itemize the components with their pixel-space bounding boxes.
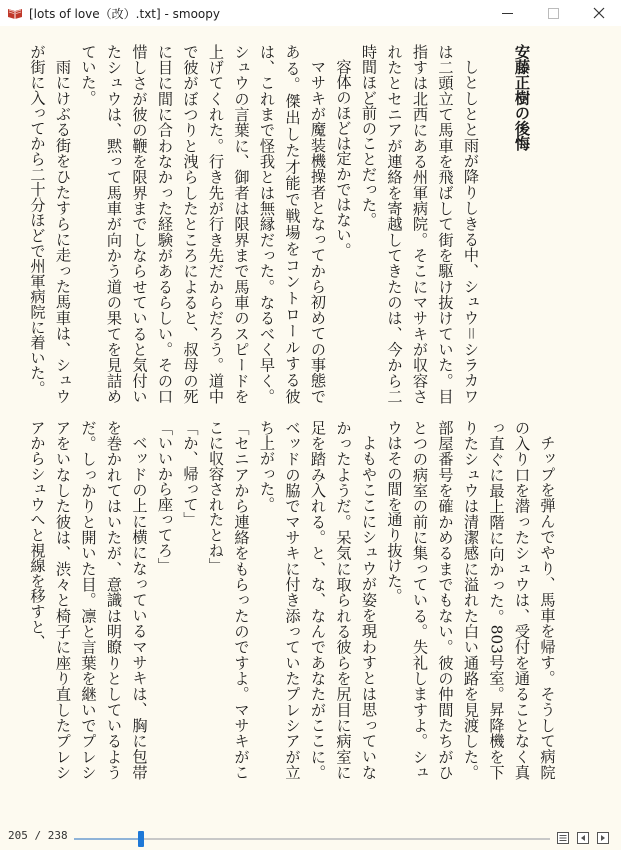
page-slider[interactable] xyxy=(74,838,550,840)
menu-button[interactable] xyxy=(556,831,570,845)
maximize-icon xyxy=(548,8,559,19)
prev-page-button[interactable] xyxy=(576,831,590,845)
next-page-icon xyxy=(597,832,609,844)
paragraph: しとしとと雨が降りしきる中、シュウ＝シラカワは二頭立て馬車を飛ばして街を駆け抜けていた。目指すは北西にある州軍病院。そこにマサキが収容されたとセニアが連絡を寄越してきたのは、今から二時間ほど前のことだった。 xyxy=(360,44,480,404)
page-counter: 205 / 238 xyxy=(8,829,68,842)
window-title: [lots of love（改）.txt] - smoopy xyxy=(29,6,220,21)
dialogue-line: 「か、帰って」 xyxy=(181,420,200,528)
next-page-button[interactable] xyxy=(596,831,610,845)
dialogue-line: 「いいから座ってろ」 xyxy=(156,420,174,573)
paragraph: チップを弾んでやり、馬車を帰す。そうして病院の入り口を潜ったシュウは、受付を通ることなく真っ直ぐに最上階に向かった。803号室。昇降機を下りたシュウは清潔感に溢れた白い通路を見渡した。部屋番号を確かめるまでもない。彼の仲間たちがひとつの病室の前に集っている。失礼しますよ。シュウはその間を通り抜けた。 xyxy=(385,420,557,780)
dialogue-line: 「セニアから連絡をもらったのですよ。マサキがここに収容されたとね」 xyxy=(207,420,251,780)
minimize-icon xyxy=(502,8,513,19)
book-icon xyxy=(7,7,23,19)
paragraph: よもやここにシュウが姿を現わすとは思っていなかったようだ。呆気に取られる彼らを尻目に病室に足を踏み入れる。と、な、なんであなたがここに。ベッドの脇でマサキに付き添っていたプレシアが立ち上がった。 xyxy=(258,420,378,780)
paragraph: ベッドの上に横になっているマサキは、胸に包帯を巻かれてはいたが、意識は明瞭りとしているようだ。しっかりと開いた目。凛と言葉を継いでプレシアをいなした彼は、渋々と椅子に座り直したプレシアからシュウへと視線を移すと、 xyxy=(28,420,149,780)
status-bar xyxy=(0,820,621,850)
page-lower-half xyxy=(24,420,599,780)
chapter-heading: 安藤正樹の後悔 xyxy=(513,44,531,152)
lower-text-block xyxy=(24,420,560,780)
paragraph: 雨にけぶる街をひたすらに走った馬車は、シュウが街に入ってから二十分ほどで州軍病院に着いた。 xyxy=(28,44,72,404)
menu-icon xyxy=(557,832,569,844)
slider-progress xyxy=(74,838,141,840)
close-button[interactable] xyxy=(576,0,621,26)
prev-page-icon xyxy=(577,832,589,844)
paragraph: 容体のほどは定かではない。 xyxy=(334,59,353,259)
reader-view[interactable] xyxy=(0,26,621,820)
close-icon xyxy=(593,7,605,19)
paragraph: マサキが魔装機操者となってから初めての事態である。傑出した才能で戦場をコントロールする彼は、これまで怪我とは無縁だった。なるべく早く。シュウの言葉に、御者は限界まで馬車のスピードを上げてくれた。行き先が行き先だからだろう。道中で彼がぼつりと洩らしたところによると、叔母の死に目に間に合わなかった経験があるらしい。その口惜しさが彼の鞭を限界までしならせていると気付いたシュウは、黙って馬車が向かう道の果てを見詰めていた。 xyxy=(79,44,327,404)
minimize-button[interactable] xyxy=(484,0,530,26)
page-upper-half xyxy=(24,44,599,404)
maximize-button[interactable] xyxy=(530,0,576,26)
title-bar xyxy=(0,0,621,26)
upper-text-block xyxy=(24,44,534,404)
slider-thumb[interactable] xyxy=(138,831,144,847)
